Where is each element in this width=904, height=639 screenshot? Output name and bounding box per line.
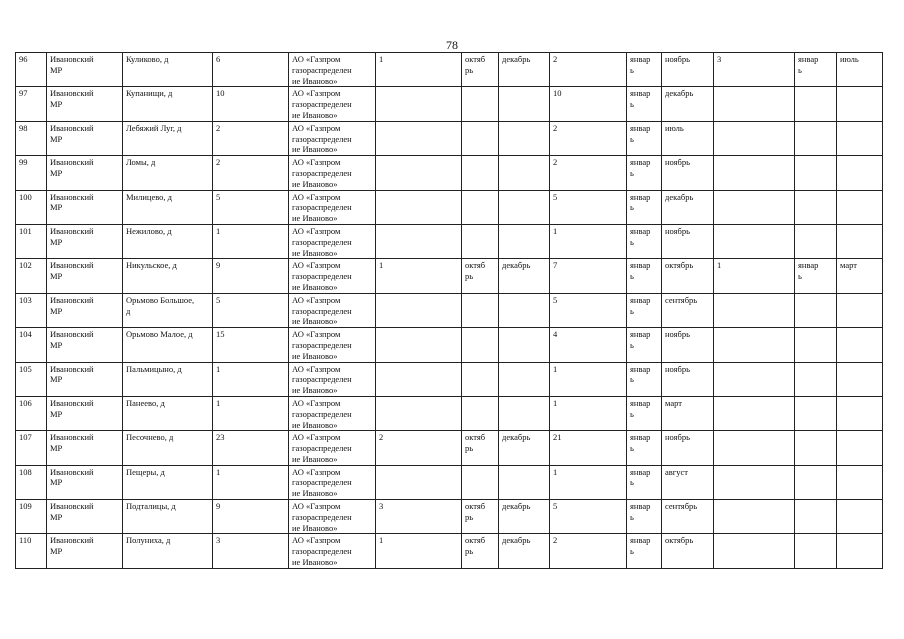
table-row — [16, 396, 883, 430]
cell-end-month-3 — [837, 190, 883, 224]
cell-operator: АО «Газпром газораспределен ие Иваново» — [289, 53, 376, 87]
cell-end-month-3 — [837, 328, 883, 362]
cell-end-month-2: ноябрь — [662, 224, 714, 258]
cell-settlement: Ломы, д — [123, 156, 213, 190]
cell-row-number: 108 — [16, 465, 47, 499]
cell-row-number: 104 — [16, 328, 47, 362]
cell-end-month-1 — [499, 328, 550, 362]
cell-row-number: 110 — [16, 534, 47, 568]
cell-end-month-1 — [499, 87, 550, 121]
cell-start-month-2: январ ь — [627, 259, 662, 293]
cell-row-number: 99 — [16, 156, 47, 190]
cell-total-count: 5 — [213, 293, 289, 327]
cell-total-count: 5 — [213, 190, 289, 224]
cell-end-month-3 — [837, 224, 883, 258]
cell-count-2: 2 — [550, 121, 627, 155]
cell-start-month-3 — [795, 87, 837, 121]
cell-count-1 — [376, 328, 462, 362]
cell-start-month-1: октяб рь — [462, 53, 499, 87]
cell-end-month-2: октябрь — [662, 534, 714, 568]
cell-district: Ивановский МР — [47, 190, 123, 224]
cell-count-3: 1 — [714, 259, 795, 293]
cell-total-count: 9 — [213, 500, 289, 534]
cell-district: Ивановский МР — [47, 328, 123, 362]
cell-end-month-3 — [837, 87, 883, 121]
cell-end-month-1 — [499, 121, 550, 155]
cell-count-2: 5 — [550, 293, 627, 327]
cell-end-month-2: декабрь — [662, 87, 714, 121]
table-row — [16, 500, 883, 534]
cell-total-count: 15 — [213, 328, 289, 362]
cell-end-month-1 — [499, 156, 550, 190]
cell-settlement: Подталицы, д — [123, 500, 213, 534]
cell-settlement: Лебяжий Луг, д — [123, 121, 213, 155]
cell-count-1: 1 — [376, 53, 462, 87]
cell-end-month-1 — [499, 396, 550, 430]
cell-end-month-3 — [837, 396, 883, 430]
cell-total-count: 3 — [213, 534, 289, 568]
cell-count-2: 7 — [550, 259, 627, 293]
cell-settlement: Пещеры, д — [123, 465, 213, 499]
cell-settlement: Орьмово Малое, д — [123, 328, 213, 362]
cell-start-month-1: октяб рь — [462, 431, 499, 465]
cell-end-month-2: август — [662, 465, 714, 499]
cell-settlement: Полуниха, д — [123, 534, 213, 568]
cell-end-month-3 — [837, 121, 883, 155]
table-row — [16, 87, 883, 121]
cell-end-month-1 — [499, 190, 550, 224]
cell-total-count: 23 — [213, 431, 289, 465]
cell-count-1: 2 — [376, 431, 462, 465]
cell-end-month-1 — [499, 362, 550, 396]
table-row — [16, 53, 883, 87]
cell-count-2: 2 — [550, 156, 627, 190]
cell-count-3 — [714, 121, 795, 155]
cell-end-month-3: июль — [837, 53, 883, 87]
cell-row-number: 96 — [16, 53, 47, 87]
cell-total-count: 9 — [213, 259, 289, 293]
cell-end-month-3 — [837, 534, 883, 568]
cell-end-month-3 — [837, 362, 883, 396]
cell-settlement: Песочнево, д — [123, 431, 213, 465]
cell-start-month-3: январ ь — [795, 259, 837, 293]
cell-settlement: Милицево, д — [123, 190, 213, 224]
cell-start-month-2: январ ь — [627, 293, 662, 327]
cell-district: Ивановский МР — [47, 500, 123, 534]
cell-count-1 — [376, 396, 462, 430]
cell-start-month-3 — [795, 431, 837, 465]
cell-start-month-2: январ ь — [627, 190, 662, 224]
cell-start-month-3 — [795, 293, 837, 327]
cell-count-3 — [714, 293, 795, 327]
cell-end-month-1: декабрь — [499, 53, 550, 87]
cell-count-1 — [376, 121, 462, 155]
cell-operator: АО «Газпром газораспределен ие Иваново» — [289, 431, 376, 465]
cell-count-1 — [376, 465, 462, 499]
cell-row-number: 109 — [16, 500, 47, 534]
cell-start-month-3 — [795, 121, 837, 155]
cell-row-number: 107 — [16, 431, 47, 465]
cell-end-month-2: ноябрь — [662, 362, 714, 396]
cell-operator: АО «Газпром газораспределен ие Иваново» — [289, 121, 376, 155]
cell-count-3 — [714, 396, 795, 430]
cell-count-3 — [714, 362, 795, 396]
cell-count-1: 1 — [376, 534, 462, 568]
cell-start-month-3 — [795, 362, 837, 396]
cell-district: Ивановский МР — [47, 431, 123, 465]
cell-end-month-3 — [837, 500, 883, 534]
cell-start-month-3 — [795, 500, 837, 534]
cell-operator: АО «Газпром газораспределен ие Иваново» — [289, 224, 376, 258]
page-number: 78 — [446, 38, 458, 52]
cell-start-month-3: январ ь — [795, 53, 837, 87]
cell-row-number: 100 — [16, 190, 47, 224]
cell-operator: АО «Газпром газораспределен ие Иваново» — [289, 293, 376, 327]
cell-end-month-1: декабрь — [499, 534, 550, 568]
cell-end-month-3 — [837, 156, 883, 190]
cell-district: Ивановский МР — [47, 121, 123, 155]
cell-count-2: 2 — [550, 53, 627, 87]
cell-start-month-2: январ ь — [627, 431, 662, 465]
cell-count-1 — [376, 362, 462, 396]
cell-end-month-2: ноябрь — [662, 53, 714, 87]
cell-start-month-1 — [462, 156, 499, 190]
cell-start-month-1: октяб рь — [462, 534, 499, 568]
cell-start-month-3 — [795, 328, 837, 362]
cell-district: Ивановский МР — [47, 362, 123, 396]
cell-start-month-3 — [795, 190, 837, 224]
cell-end-month-2: ноябрь — [662, 328, 714, 362]
cell-start-month-2: январ ь — [627, 224, 662, 258]
cell-count-3 — [714, 328, 795, 362]
table-row — [16, 190, 883, 224]
cell-count-3 — [714, 190, 795, 224]
cell-start-month-2: январ ь — [627, 156, 662, 190]
cell-total-count: 2 — [213, 156, 289, 190]
cell-start-month-1 — [462, 465, 499, 499]
cell-district: Ивановский МР — [47, 534, 123, 568]
cell-count-2: 1 — [550, 465, 627, 499]
table-row — [16, 259, 883, 293]
cell-end-month-1: декабрь — [499, 259, 550, 293]
cell-row-number: 103 — [16, 293, 47, 327]
cell-settlement: Панеево, д — [123, 396, 213, 430]
cell-operator: АО «Газпром газораспределен ие Иваново» — [289, 465, 376, 499]
cell-district: Ивановский МР — [47, 53, 123, 87]
table-row — [16, 121, 883, 155]
cell-start-month-3 — [795, 396, 837, 430]
gasification-table — [15, 52, 883, 569]
cell-district: Ивановский МР — [47, 156, 123, 190]
cell-operator: АО «Газпром газораспределен ие Иваново» — [289, 500, 376, 534]
cell-start-month-1 — [462, 224, 499, 258]
cell-settlement: Никульское, д — [123, 259, 213, 293]
cell-end-month-1 — [499, 465, 550, 499]
table-row — [16, 156, 883, 190]
cell-row-number: 101 — [16, 224, 47, 258]
cell-start-month-3 — [795, 224, 837, 258]
cell-district: Ивановский МР — [47, 259, 123, 293]
cell-count-3 — [714, 431, 795, 465]
cell-end-month-1 — [499, 293, 550, 327]
cell-operator: АО «Газпром газораспределен ие Иваново» — [289, 534, 376, 568]
cell-count-1: 3 — [376, 500, 462, 534]
cell-end-month-3 — [837, 293, 883, 327]
cell-start-month-1: октяб рь — [462, 500, 499, 534]
cell-end-month-3 — [837, 465, 883, 499]
cell-settlement: Купанищи, д — [123, 87, 213, 121]
cell-operator: АО «Газпром газораспределен ие Иваново» — [289, 396, 376, 430]
table-row — [16, 362, 883, 396]
cell-count-3: 3 — [714, 53, 795, 87]
cell-count-3 — [714, 465, 795, 499]
cell-district: Ивановский МР — [47, 293, 123, 327]
table-row — [16, 431, 883, 465]
cell-start-month-2: январ ь — [627, 328, 662, 362]
cell-district: Ивановский МР — [47, 224, 123, 258]
cell-total-count: 1 — [213, 465, 289, 499]
cell-row-number: 105 — [16, 362, 47, 396]
cell-start-month-1 — [462, 362, 499, 396]
cell-row-number: 102 — [16, 259, 47, 293]
cell-total-count: 10 — [213, 87, 289, 121]
cell-start-month-2: январ ь — [627, 534, 662, 568]
cell-district: Ивановский МР — [47, 87, 123, 121]
cell-count-2: 1 — [550, 396, 627, 430]
table-row — [16, 224, 883, 258]
cell-end-month-1: декабрь — [499, 431, 550, 465]
cell-settlement: Пальмицыно, д — [123, 362, 213, 396]
cell-end-month-3: март — [837, 259, 883, 293]
table-row — [16, 293, 883, 327]
cell-count-3 — [714, 87, 795, 121]
cell-district: Ивановский МР — [47, 465, 123, 499]
cell-count-2: 1 — [550, 362, 627, 396]
cell-operator: АО «Газпром газораспределен ие Иваново» — [289, 362, 376, 396]
cell-start-month-2: январ ь — [627, 121, 662, 155]
cell-settlement: Куликово, д — [123, 53, 213, 87]
cell-start-month-1: октяб рь — [462, 259, 499, 293]
cell-operator: АО «Газпром газораспределен ие Иваново» — [289, 190, 376, 224]
cell-count-1 — [376, 87, 462, 121]
cell-end-month-2: октябрь — [662, 259, 714, 293]
cell-end-month-1: декабрь — [499, 500, 550, 534]
cell-count-2: 5 — [550, 500, 627, 534]
cell-start-month-2: январ ь — [627, 500, 662, 534]
cell-row-number: 97 — [16, 87, 47, 121]
cell-start-month-1 — [462, 190, 499, 224]
cell-start-month-2: январ ь — [627, 87, 662, 121]
cell-start-month-2: январ ь — [627, 396, 662, 430]
cell-total-count: 1 — [213, 396, 289, 430]
cell-total-count: 6 — [213, 53, 289, 87]
cell-operator: АО «Газпром газораспределен ие Иваново» — [289, 328, 376, 362]
cell-end-month-3 — [837, 431, 883, 465]
cell-row-number: 106 — [16, 396, 47, 430]
cell-operator: АО «Газпром газораспределен ие Иваново» — [289, 87, 376, 121]
cell-end-month-2: ноябрь — [662, 156, 714, 190]
cell-end-month-2: сентябрь — [662, 500, 714, 534]
cell-start-month-1 — [462, 293, 499, 327]
cell-count-1 — [376, 224, 462, 258]
cell-end-month-2: ноябрь — [662, 431, 714, 465]
cell-end-month-2: сентябрь — [662, 293, 714, 327]
cell-count-2: 1 — [550, 224, 627, 258]
cell-count-2: 2 — [550, 534, 627, 568]
cell-count-1 — [376, 293, 462, 327]
cell-end-month-2: июль — [662, 121, 714, 155]
table-body — [16, 53, 883, 569]
cell-count-1: 1 — [376, 259, 462, 293]
cell-count-3 — [714, 534, 795, 568]
cell-count-2: 21 — [550, 431, 627, 465]
table-row — [16, 328, 883, 362]
cell-row-number: 98 — [16, 121, 47, 155]
cell-settlement: Орьмово Большое, д — [123, 293, 213, 327]
cell-start-month-3 — [795, 465, 837, 499]
cell-end-month-1 — [499, 224, 550, 258]
cell-operator: АО «Газпром газораспределен ие Иваново» — [289, 156, 376, 190]
cell-operator: АО «Газпром газораспределен ие Иваново» — [289, 259, 376, 293]
cell-start-month-1 — [462, 121, 499, 155]
cell-start-month-2: январ ь — [627, 53, 662, 87]
cell-start-month-3 — [795, 156, 837, 190]
cell-end-month-2: март — [662, 396, 714, 430]
cell-count-3 — [714, 156, 795, 190]
cell-start-month-1 — [462, 396, 499, 430]
cell-count-1 — [376, 156, 462, 190]
cell-start-month-3 — [795, 534, 837, 568]
cell-start-month-2: январ ь — [627, 362, 662, 396]
cell-count-3 — [714, 224, 795, 258]
cell-district: Ивановский МР — [47, 396, 123, 430]
cell-total-count: 1 — [213, 362, 289, 396]
cell-count-2: 5 — [550, 190, 627, 224]
cell-total-count: 1 — [213, 224, 289, 258]
cell-start-month-2: январ ь — [627, 465, 662, 499]
cell-count-1 — [376, 190, 462, 224]
cell-count-2: 4 — [550, 328, 627, 362]
cell-count-3 — [714, 500, 795, 534]
cell-total-count: 2 — [213, 121, 289, 155]
cell-start-month-1 — [462, 328, 499, 362]
cell-count-2: 10 — [550, 87, 627, 121]
cell-end-month-2: декабрь — [662, 190, 714, 224]
table-row — [16, 534, 883, 568]
cell-settlement: Нежилово, д — [123, 224, 213, 258]
cell-start-month-1 — [462, 87, 499, 121]
table-row — [16, 465, 883, 499]
